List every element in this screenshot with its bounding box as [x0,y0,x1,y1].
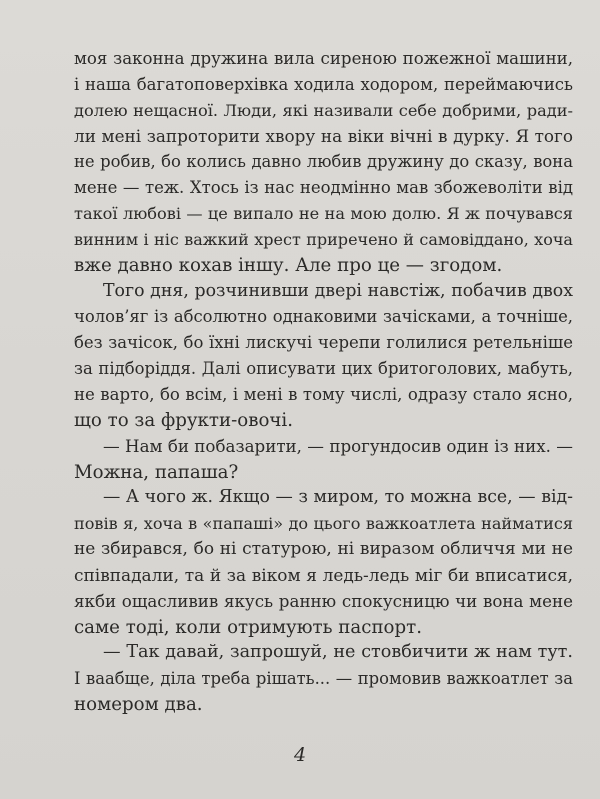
page-number: 4 [293,744,307,766]
text-line: не робив, бо колись давно любив дружину до сказу, вона [74,152,573,172]
text-line: не варто, бо всім, і мені в тому числі, одразу стало ясно, [74,384,573,404]
text-line: винним і ніс важкий хрест приречено й самовіддано, хоча [74,229,573,249]
text-line: і наша багатоповерхівка ходила ходором, переймаючись [74,74,573,94]
text-line: ли мені запроторити хвору на віки вічні в дурку. Я того [74,125,573,146]
text-line: — Нам би побазарити, — прогундосив один із них. — [103,435,573,456]
text-line: І ваабще, діла треба рішать... — промовив важкоатлет за [74,669,573,689]
text-line: — А чого ж. Якщо — з миром, то можна все, — від- [103,487,573,508]
text-line: номером два. [74,694,203,716]
text-line: повів я, хоча в «папаші» до цього важкоатлета найматися [74,514,573,534]
body-text [74,46,573,718]
text-line: чолов’яг із абсолютно однаковими зачісками, а точніше, [74,307,573,327]
text-line: що то за фрукти-овочі. [74,409,294,431]
text-line: без зачісок, бо їхні лискучі черепи голилися ретельніше [74,333,573,353]
text-line: Того дня, розчинивши двері навстіж, побачив двох [103,280,573,301]
text-line: співпадали, та й за віком я ледь-ледь міг би вписатися, [74,564,573,585]
text-line: мене — теж. Хтось із нас неодмінно мав збожеволіти від [74,178,573,198]
text-line: за підборіддя. Далі описувати цих бритоголових, мабуть, [74,359,573,379]
text-line: моя законна дружина вила сиреною пожежної машини, [74,49,573,68]
text-line: якби ощасливив якусь ранню спокусницю чи вона мене [74,591,573,611]
text-line: такої любові — це випало не на мою долю. Я ж почувався [74,204,573,224]
text-line: долею нещасної. Люди, які називали себе добрими, ради- [74,100,573,120]
text-line: Можна, папаша? [74,461,239,483]
text-line: вже давно кохав іншу. Але про це — згодом. [74,254,503,276]
text-line: — Так давай, запрошуй, не стовбичити ж нам тут. [103,642,573,663]
text-line: саме тоді, коли отримують паспорт. [74,616,422,638]
text-line: не збирався, бо ні статурою, ні виразом обличчя ми не [74,539,573,560]
